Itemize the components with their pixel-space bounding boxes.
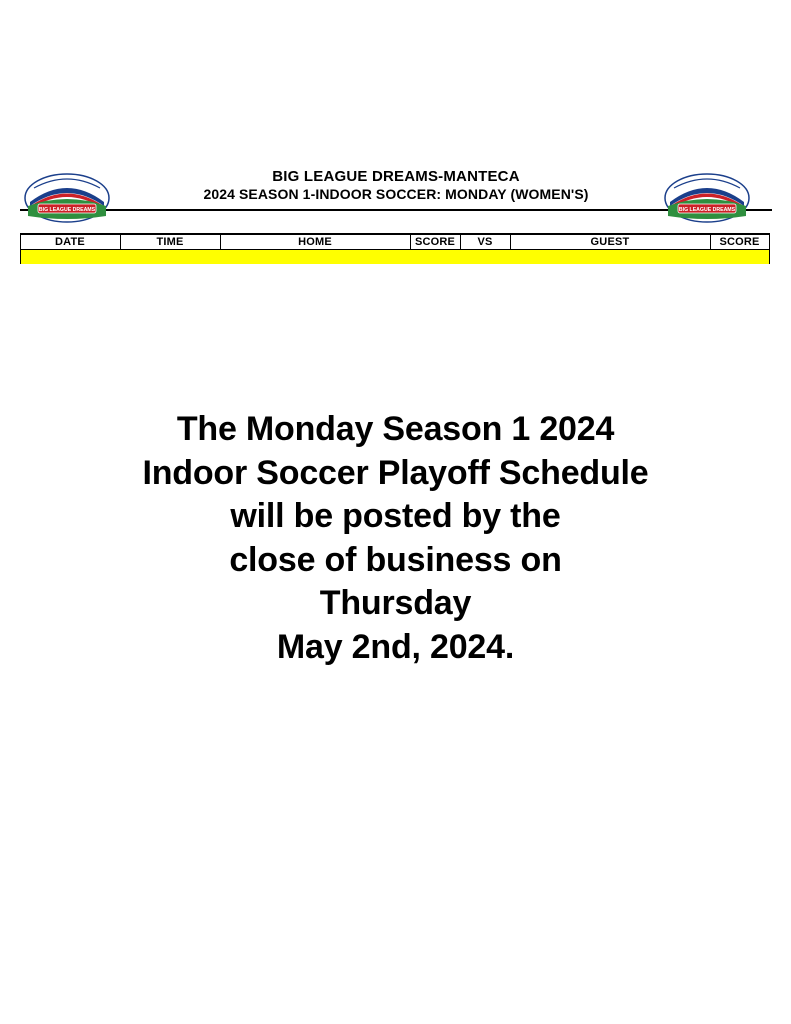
column-header-score-guest: SCORE <box>719 236 760 248</box>
header-divider-rule <box>20 209 772 211</box>
big-league-dreams-logo-left <box>24 172 110 224</box>
svg-text:BIG LEAGUE DREAMS: BIG LEAGUE DREAMS <box>38 207 96 213</box>
logo-graphic <box>664 172 750 224</box>
document-header <box>20 168 772 202</box>
schedule-table-highlight-band <box>20 250 770 264</box>
column-header-date: DATE <box>55 236 85 248</box>
header-titles <box>20 168 772 202</box>
column-header-home: HOME <box>298 236 332 248</box>
column-header-score-home: SCORE <box>414 236 456 248</box>
header-title-line1: BIG LEAGUE DREAMS-MANTECA <box>272 168 520 185</box>
notice-line-3: will be posted by the <box>230 497 561 536</box>
notice-line-4: close of business on <box>229 540 562 579</box>
logo-graphic <box>24 172 110 224</box>
notice-line-5: Thursday <box>319 584 472 623</box>
notice-line-1: The Monday Season 1 2024 <box>176 410 615 448</box>
column-header-guest: GUEST <box>590 236 630 248</box>
svg-text:BIG LEAGUE DREAMS: BIG LEAGUE DREAMS <box>678 207 736 213</box>
big-league-dreams-logo-right <box>664 172 750 224</box>
notice-line-2: Indoor Soccer Playoff Schedule <box>142 453 649 492</box>
table-border-line <box>769 235 770 249</box>
notice-line-6: May 2nd, 2024. <box>276 627 515 666</box>
column-header-vs: VS <box>477 236 493 248</box>
playoff-schedule-notice <box>0 408 791 669</box>
schedule-table-header-row <box>20 233 770 250</box>
header-title-line2: 2024 SEASON 1-INDOOR SOCCER: MONDAY (WOMEN'S) <box>203 185 589 202</box>
column-header-time: TIME <box>156 236 184 248</box>
